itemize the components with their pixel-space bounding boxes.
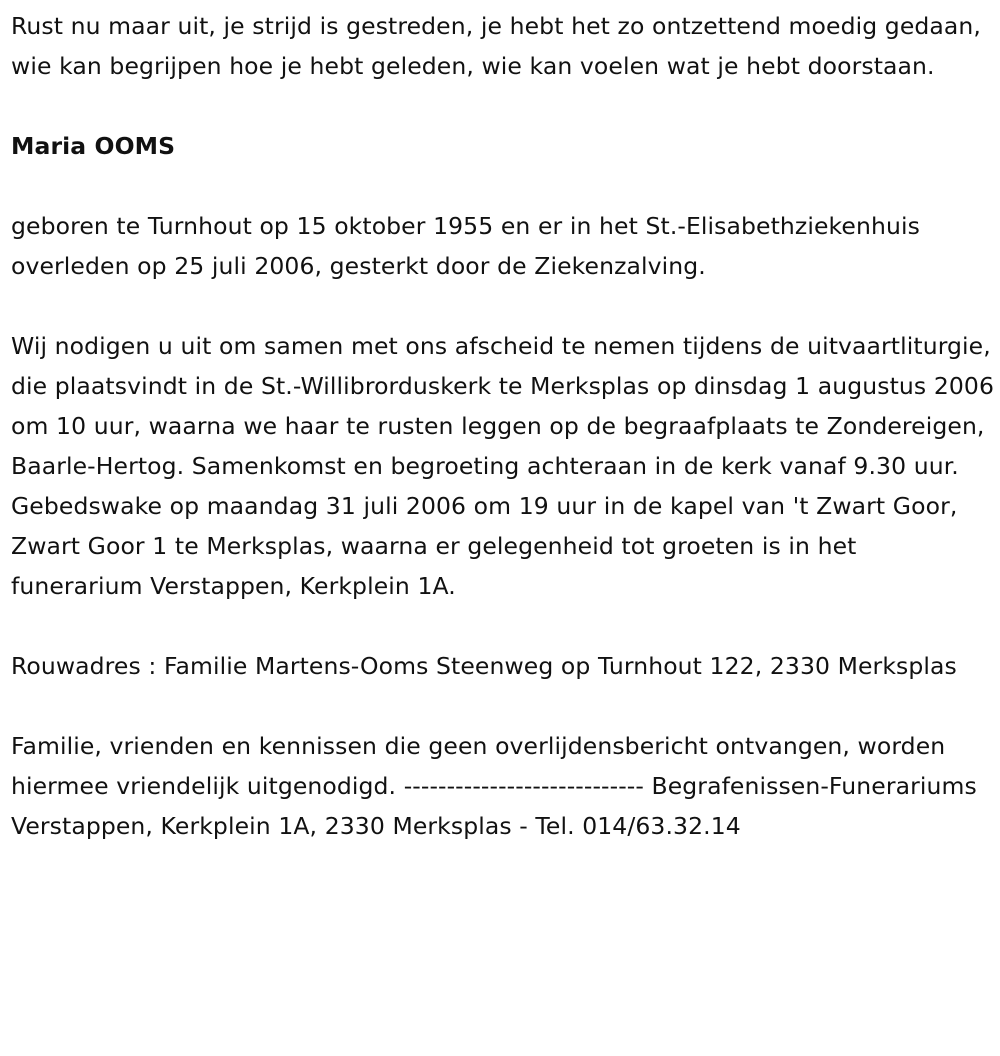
intro-verse: Rust nu maar uit, je strijd is gestreden, je hebt het zo ontzettend moedig gedaan, wie kan begrijpen hoe je hebt geleden, wie kan voelen wat je hebt doorstaan.	[11, 12, 981, 80]
funeral-invitation: Wij nodigen u uit om samen met ons afscheid te nemen tijdens de uitvaartliturgie, die plaatsvindt in de St.-Willibrorduskerk te Merksplas op dinsdag 1 augustus 2006 om 10 uur, waarna we haar te rusten leggen op de begraafplaats te Zondereigen, Baarle-Hertog. Samenkomst en begroeting achteraan in de kerk vanaf 9.30 uur. Gebedswake op maandag 31 juli 2006 om 19 uur in de kapel van 't Zwart Goor, Zwart Goor 1 te Merksplas, waarna er gelegenheid tot groeten is in het funerarium Verstappen, Kerkplein 1A.	[11, 332, 995, 600]
birth-death-details: geboren te Turnhout op 15 oktober 1955 en er in het St.-Elisabethziekenhuis overleden op 25 juli 2006, gesterkt door de Ziekenzalving.	[11, 212, 920, 280]
obituary-document	[11, 6, 995, 846]
closing-note: Familie, vrienden en kennissen die geen overlijdensbericht ontvangen, worden hiermee vriendelijk uitgenodigd. ---------------------------- Begrafenissen-Funerariums Verstappen, Kerkplein 1A, 2330 Merksplas - Tel. 014/63.32.14	[11, 732, 977, 840]
deceased-name: Maria OOMS	[11, 132, 176, 160]
mourning-address: Rouwadres : Familie Martens-Ooms Steenweg op Turnhout 122, 2330 Merksplas	[11, 652, 957, 680]
